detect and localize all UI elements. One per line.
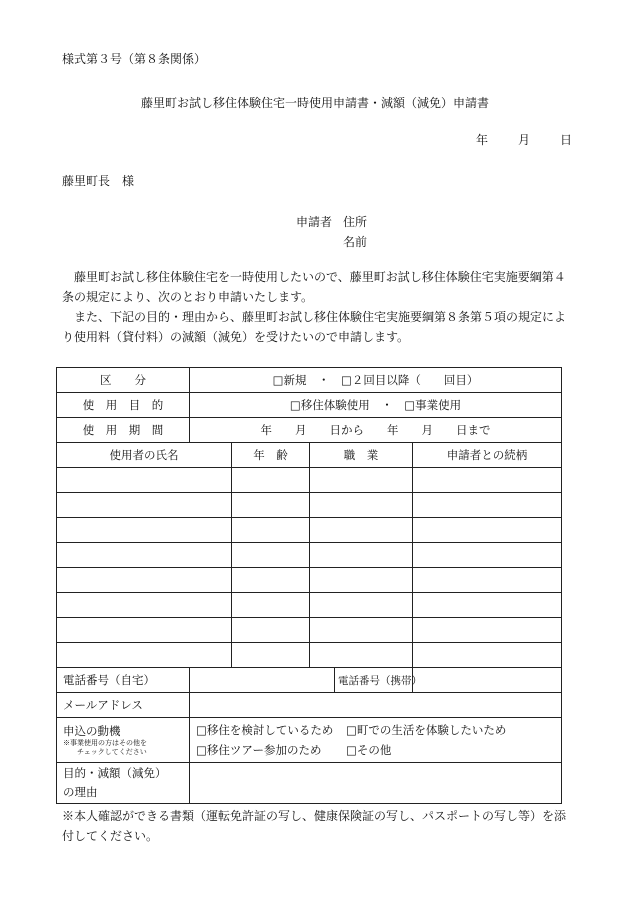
user-occupation-cell[interactable] [310, 593, 413, 618]
column-header-name: 使用者の氏名 [57, 443, 232, 468]
email-label: メールアドレス [57, 693, 190, 718]
user-relationship-cell[interactable] [413, 543, 562, 568]
user-occupation-cell[interactable] [310, 543, 413, 568]
user-row [57, 543, 562, 568]
user-occupation-cell[interactable] [310, 468, 413, 493]
user-name-cell[interactable] [57, 493, 232, 518]
addressee: 藤里町長 様 [62, 174, 135, 188]
motive-options-cell [190, 718, 562, 763]
applicant-address-label: 住所 [343, 215, 368, 229]
purpose-row [57, 393, 562, 418]
user-occupation-cell[interactable] [310, 493, 413, 518]
period-row [57, 418, 562, 443]
motive-option-tour[interactable]: □移住ツアー参加のため [196, 743, 322, 757]
date-line [476, 131, 572, 148]
category-label: 区 分 [57, 368, 190, 393]
user-age-cell[interactable] [232, 593, 310, 618]
user-name-cell[interactable] [57, 568, 232, 593]
body-paragraph-2: また、下記の目的・理由から、藤里町お試し移住体験住宅実施要綱第８条第５項の規定により使用料（貸付料）の減額（減免）を受けたいので申請します。 [62, 310, 567, 344]
purpose-options[interactable]: □移住体験使用 ・ □事業使用 [190, 393, 562, 418]
category-row [57, 368, 562, 393]
category-options[interactable]: □新規 ・ □２回目以降（ 回目） [190, 368, 562, 393]
phone-mobile-label: 電話番号（携帯） [335, 668, 413, 693]
user-occupation-cell[interactable] [310, 568, 413, 593]
phone-home-label: 電話番号（自宅） [57, 668, 190, 693]
column-header-occupation: 職 業 [310, 443, 413, 468]
user-row [57, 468, 562, 493]
motive-row [57, 718, 562, 763]
user-name-cell[interactable] [57, 543, 232, 568]
date-year: 年 [476, 133, 489, 147]
body-paragraph-1: 藤里町お試し移住体験住宅を一時使用したいので、藤里町お試し移住体験住宅実施要綱第４条の規定により、次のとおり申請いたします。 [62, 270, 566, 304]
user-name-cell[interactable] [57, 468, 232, 493]
user-occupation-cell[interactable] [310, 618, 413, 643]
phone-row [57, 668, 562, 693]
footnote: ※本人確認ができる書類（運転免許証の写し、健康保険証の写し、パスポートの写し等）を添付してください。 [62, 809, 567, 843]
date-day: 日 [560, 133, 573, 147]
motive-label-cell [57, 718, 190, 763]
user-relationship-cell[interactable] [413, 518, 562, 543]
motive-option-other[interactable]: □その他 [346, 743, 392, 757]
motive-note-line-1: ※事業使用の方はその他を [63, 738, 147, 747]
user-row [57, 518, 562, 543]
phone-home-field[interactable] [190, 668, 335, 693]
period-label: 使 用 期 間 [57, 418, 190, 443]
user-header-row [57, 443, 562, 468]
body-text [62, 267, 572, 347]
user-relationship-cell[interactable] [413, 643, 562, 668]
user-row [57, 568, 562, 593]
reason-field[interactable] [190, 763, 562, 804]
applicant-name-label: 名前 [343, 235, 368, 249]
date-month: 月 [518, 133, 531, 147]
user-age-cell[interactable] [232, 518, 310, 543]
reason-label-line-1: 目的・減額（減免） [63, 766, 167, 780]
user-relationship-cell[interactable] [413, 593, 562, 618]
reason-label-line-2: の理由 [63, 785, 98, 799]
user-age-cell[interactable] [232, 568, 310, 593]
user-relationship-cell[interactable] [413, 468, 562, 493]
purpose-label: 使 用 目 的 [57, 393, 190, 418]
user-name-cell[interactable] [57, 593, 232, 618]
period-value[interactable]: 年 月 日から 年 月 日まで [190, 418, 562, 443]
user-age-cell[interactable] [232, 643, 310, 668]
motive-note-line-2: チェックしてください [77, 747, 147, 756]
user-age-cell[interactable] [232, 618, 310, 643]
user-row [57, 493, 562, 518]
user-age-cell[interactable] [232, 468, 310, 493]
column-header-age: 年 齢 [232, 443, 310, 468]
email-row [57, 693, 562, 718]
column-header-relationship: 申請者との続柄 [413, 443, 562, 468]
user-relationship-cell[interactable] [413, 493, 562, 518]
form-number: 様式第３号（第８条関係） [62, 52, 207, 66]
user-relationship-cell[interactable] [413, 568, 562, 593]
user-occupation-cell[interactable] [310, 518, 413, 543]
reason-row [57, 763, 562, 804]
motive-option-considering[interactable]: □移住を検討しているため [196, 723, 334, 737]
applicant-block [296, 212, 367, 252]
document-title: 藤里町お試し移住体験住宅一時使用申請書・減額（減免）申請書 [140, 96, 489, 110]
user-row [57, 593, 562, 618]
user-row [57, 643, 562, 668]
user-row [57, 618, 562, 643]
user-relationship-cell[interactable] [413, 618, 562, 643]
applicant-label: 申請者 [296, 215, 333, 229]
user-name-cell[interactable] [57, 518, 232, 543]
phone-mobile-field[interactable] [413, 668, 562, 693]
reason-label-cell [57, 763, 190, 804]
user-name-cell[interactable] [57, 618, 232, 643]
user-name-cell[interactable] [57, 643, 232, 668]
usage-table [56, 367, 562, 804]
user-age-cell[interactable] [232, 493, 310, 518]
motive-option-experience[interactable]: □町での生活を体験したいため [346, 723, 507, 737]
motive-label: 申込の動機 [63, 723, 121, 738]
user-age-cell[interactable] [232, 543, 310, 568]
email-field[interactable] [190, 693, 562, 718]
user-occupation-cell[interactable] [310, 643, 413, 668]
